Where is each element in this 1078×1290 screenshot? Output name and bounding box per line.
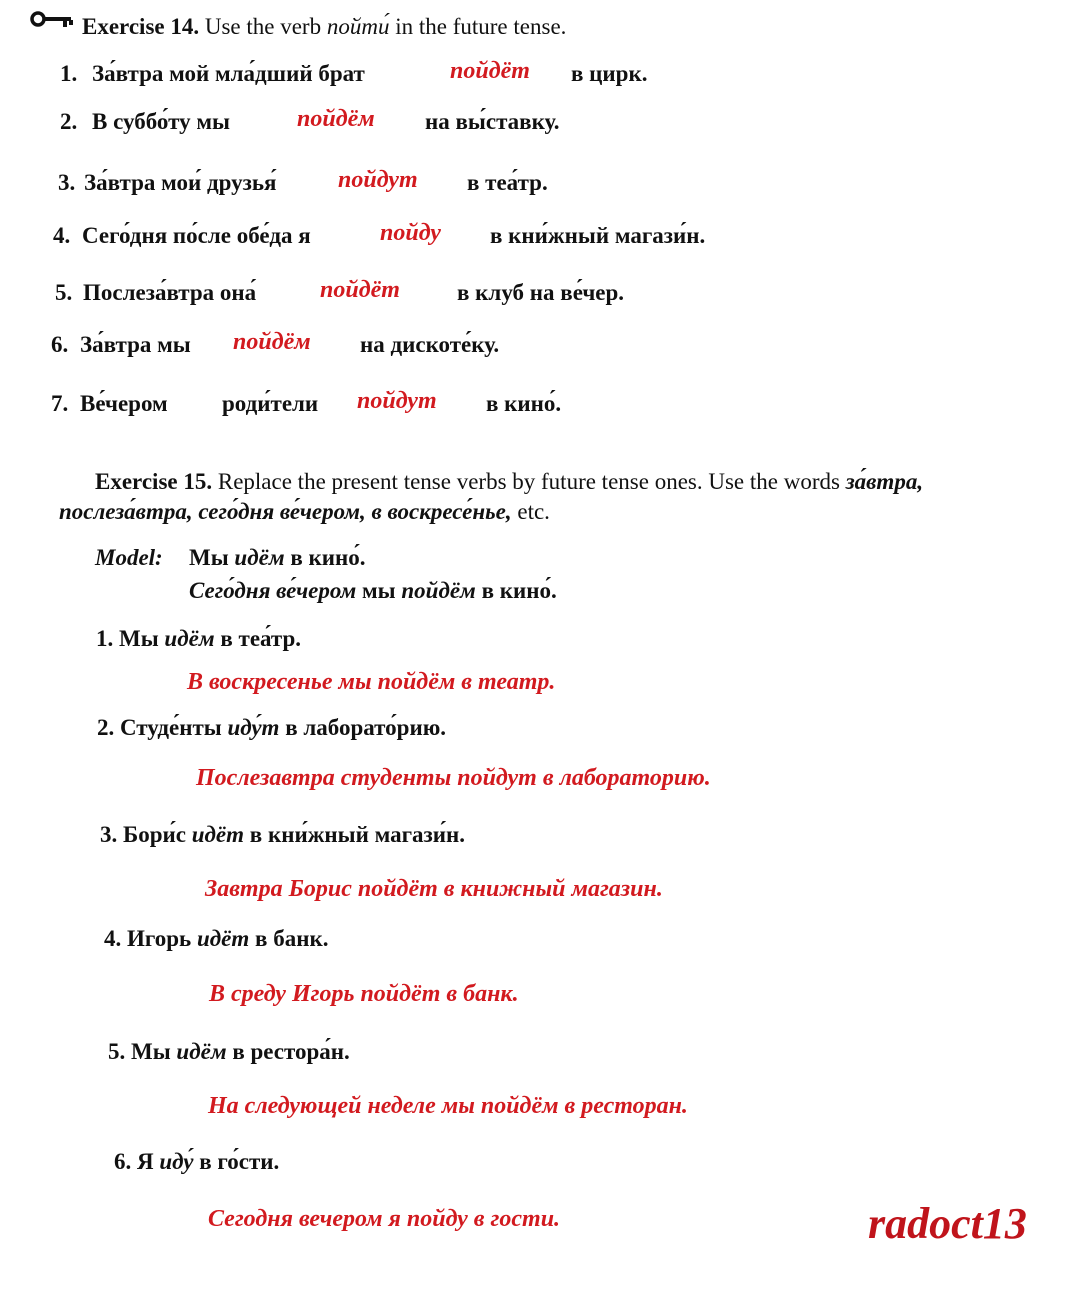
item-answer: пойдут [338, 167, 418, 193]
item-answer: пойдёт [450, 58, 530, 84]
item-text-before: За́втра мой мла́дший брат [92, 61, 365, 86]
item-text-after: в кни́жный магази́н. [490, 223, 706, 248]
exercise-14-title: Exercise 14. [82, 14, 200, 39]
item-answer: Послезавтра студенты пойдут в лабораторию. [196, 765, 711, 791]
item-answer: пойду [380, 220, 441, 246]
item-answer: пойдём [297, 106, 375, 132]
item-prompt [104, 926, 328, 952]
item-post: в рестора́н. [226, 1039, 350, 1064]
model-line-2-verb: пойдём [401, 578, 476, 603]
item-prompt [100, 822, 465, 848]
item-number: 4. [53, 223, 71, 248]
item-verb: идёт [196, 926, 250, 951]
item-number: 4. [104, 926, 122, 951]
item-number: 1. [96, 626, 114, 651]
item-post: в теа́тр. [214, 626, 302, 651]
model-line-1-b: в кино́. [284, 545, 366, 570]
item-number: 6. [114, 1149, 132, 1174]
item-text-before: Сего́дня по́сле обе́да я [82, 223, 311, 248]
item-answer: В среду Игорь пойдёт в банк. [209, 981, 519, 1007]
item-text-before: В суббо́ту мы [92, 109, 230, 134]
exercise-14-instruction-pre: Use the verb [199, 14, 327, 39]
item-number: 7. [51, 391, 69, 416]
item-number: 2. [60, 109, 78, 134]
key-icon [30, 10, 76, 32]
item-pre: Бори́с [123, 822, 192, 847]
item-post: в лаборато́рию. [279, 715, 447, 740]
item-answer: В воскресенье мы пойдём в театр. [187, 669, 556, 695]
item-text-after: на вы́ставку. [425, 109, 560, 134]
model-line-1-verb: идём [234, 545, 285, 570]
item-pre: Мы [119, 626, 165, 651]
model-line-2-a: Сего́дня ве́чером [189, 578, 357, 603]
item-number: 6. [51, 332, 69, 357]
item-answer: Сегодня вечером я пойду в гости. [208, 1206, 561, 1232]
item-number: 1. [60, 61, 78, 86]
item-text-before: Послеза́втра она́ [83, 280, 257, 305]
exercise-14-verb: пойти́ [326, 14, 390, 39]
item-post: в го́сти. [193, 1149, 280, 1174]
exercise-15-instruction: Replace the present tense verbs by future tense ones. Use the words [212, 469, 846, 494]
item-verb: иду́т [227, 715, 280, 740]
item-prompt [96, 626, 301, 652]
exercise-15-heading [95, 469, 923, 495]
exercise-14-instruction-post: in the future tense. [389, 14, 567, 39]
item-answer: Завтра Борис пойдёт в книжный магазин. [205, 876, 663, 902]
model-line-2-c: в кино́. [475, 578, 557, 603]
model-line-1-a: Мы [189, 545, 235, 570]
item-text-after: в цирк. [571, 61, 648, 86]
item-text-before-2: роди́тели [222, 391, 319, 416]
exercise-15-heading-line-2 [59, 499, 550, 525]
item-answer: пойдёт [320, 277, 400, 303]
item-prompt [97, 715, 446, 741]
item-number: 5. [55, 280, 73, 305]
exercise-14-heading [82, 14, 566, 40]
item-answer: пойдут [357, 388, 437, 414]
author-signature: radoct13 [868, 1199, 1027, 1248]
item-verb: идём [176, 1039, 227, 1064]
item-text-after: в теа́тр. [467, 170, 548, 195]
exercise-15-words-2: послеза́втра, сего́дня ве́чером, в воскресе́нье, [59, 499, 512, 524]
item-prompt [114, 1149, 279, 1175]
item-number: 5. [108, 1039, 126, 1064]
item-number: 3. [100, 822, 118, 847]
item-number: 2. [97, 715, 115, 740]
item-verb: идёт [191, 822, 245, 847]
item-answer: пойдём [233, 329, 311, 355]
exercise-15-words-1: за́втра, [845, 469, 924, 494]
model-line-2-b: мы [356, 578, 402, 603]
item-text-before: За́втра мы [80, 332, 191, 357]
item-text-after: в клуб на ве́чер. [457, 280, 625, 305]
item-post: в банк. [249, 926, 329, 951]
item-text-after: в кино́. [486, 391, 562, 416]
item-text-before: За́втра мои́ друзья́ [84, 170, 277, 195]
item-pre: Я [137, 1149, 160, 1174]
model-label: Model: [95, 545, 163, 570]
item-pre: Мы [131, 1039, 177, 1064]
item-post: в кни́жный магази́н. [244, 822, 466, 847]
item-answer: На следующей неделе мы пойдём в ресторан. [208, 1093, 688, 1119]
item-number: 3. [58, 170, 76, 195]
item-pre: Игорь [127, 926, 197, 951]
item-text-before: Ве́чером [80, 391, 168, 416]
item-verb: иду́ [159, 1149, 194, 1174]
item-prompt [108, 1039, 350, 1065]
exercise-15-title: Exercise 15. [95, 469, 213, 494]
item-pre: Студе́нты [120, 715, 228, 740]
item-text-after: на дискоте́ку. [360, 332, 500, 357]
exercise-15-instruction-tail: etc. [511, 499, 550, 524]
model-line-2 [189, 578, 557, 604]
model-line-1 [189, 545, 366, 571]
item-verb: идём [164, 626, 215, 651]
